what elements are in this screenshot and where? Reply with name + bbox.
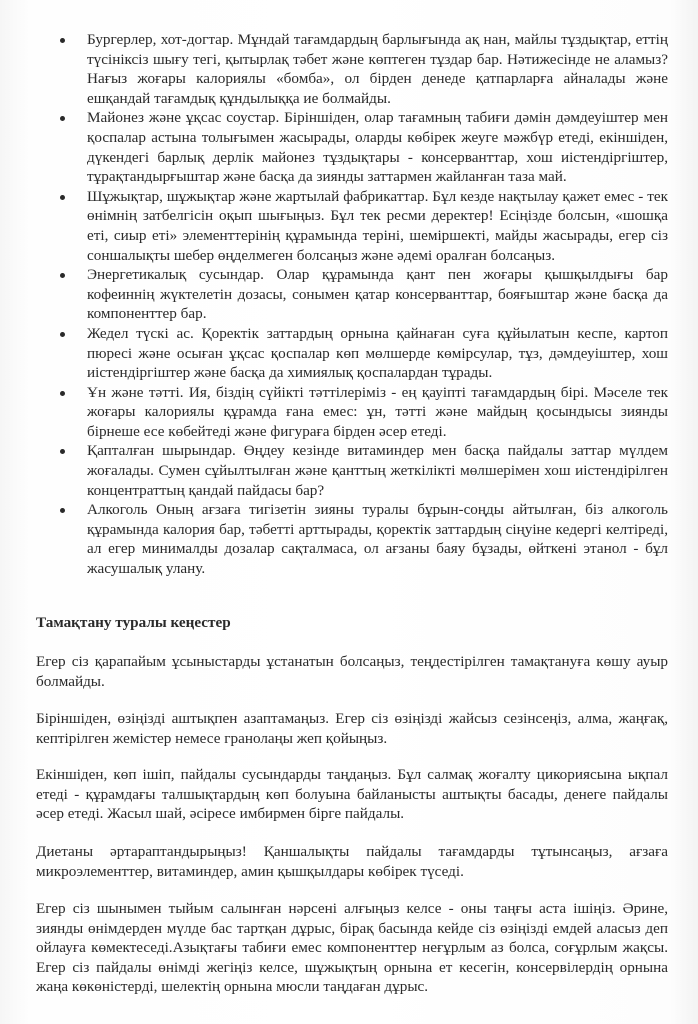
list-item-text: Жедел түскі ас. Қоректік заттардың орнына қайнаған суға құйылатын кеспе, картоп пюресі және осыған ұқсас қоспалар көп мөлшерде көмірсулар, тұз, дәмдеуіштер, хош иістендіргіштер және басқа да химиялық қоспалардан тұрады. [87, 324, 668, 382]
list-item [60, 30, 668, 108]
section-heading: Тамақтану туралы кеңестер [36, 614, 231, 631]
paragraph-intro: Егер сіз қарапайым ұсыныстарды ұстанатын болсаңыз, теңдестірілген тамақтануға көшу ауыр болмайды. [36, 653, 668, 690]
list-item-text: Майонез және ұқсас соустар. Біріншіден, олар тағамның табиғи дәмін дәмдеуіштер мен қоспалар астына толығымен жасырады, оларды көбірек жеуге мәжбүр етеді, екіншіден, дүкендегі барлық дерлік майонез тұздықтары - консерванттар, хош иістендіргіштер, тұрақтандырғыштар және басқа да зиянды заттармен жайланған таза май. [87, 109, 668, 186]
list-item [60, 500, 668, 578]
bullet-icon [60, 508, 65, 513]
harmful-foods-list [60, 30, 668, 579]
bullet-icon [60, 273, 65, 278]
list-item [60, 441, 668, 500]
paragraph-forbidden-food: Егер сіз шынымен тыйым салынған нәрсені алғыңыз келсе - оны таңғы аста ішіңіз. Әрине, зиянды өнімдерден мүлде бас тартқан дұрыс, бірақ басында кейде сіз өзіңізді емдей аласыз деп ойлауға көмектеседі.Азықтағы табиғи емес компоненттер неғұрлым аз болса, соғұрлым жақсы. Егер сіз пайдалы өнімді жегіңіз келсе, шұжықтың орнына ет кесегін, консервілердің орнына жаңа көкөністерді, шелектің орнына мюсли таңдаған дұрыс. [36, 900, 668, 996]
bullet-icon [60, 391, 65, 396]
list-item [60, 324, 668, 383]
bullet-icon [60, 38, 65, 43]
list-item-text: Бургерлер, хот-догтар. Мұндай тағамдардың барлығында ақ нан, майлы тұздықтар, еттің түсініксіз шығу тегі, қытырлақ тәбет және көптеген тұздар бар. Нәтижесінде не аламыз? Нағыз жоғары калориялы «бомба», ол бірден денеде қатпарларға айналады және ешқандай тағамдық құндылыққа ие болмайды. [87, 31, 668, 107]
paragraph-second-tip: Екіншіден, көп ішіп, пайдалы сусындарды таңдаңыз. Бұл салмақ жоғалту цикориясына ықпал етеді - құрамдағы талшықтардың көп болуына байланысты аштықты басады, денеге пайдалы әсер етеді. Жасыл шай, әсіресе имбирмен бірге пайдалы. [36, 766, 668, 823]
list-item-text: Ұн және тәтті. Ия, біздің сүйікті тәттілеріміз - ең қауіпті тағамдардың бірі. Мәселе тек жоғары калориялы құрамда ғана емес: ұн, тәтті және майдың қосындысы зиянды бірнеше есе көбейтеді және фигураға бірден әсер етеді. [87, 383, 668, 440]
list-item [60, 383, 668, 442]
bullet-icon [60, 116, 65, 121]
list-item [60, 187, 668, 265]
list-item-text: Алкоголь Оның ағзаға тигізетін зияны туралы бұрын-соңды айтылған, біз алкоголь құрамында калория бар, тәбетті арттырады, қоректік заттардың сіңуіне кедергі келтіреді, ал егер минималды дозалар сақталмаса, ол ағзаны баяу бұзады, өйткені этанол - бұл жасушалық улану. [87, 501, 668, 578]
list-item [60, 108, 668, 186]
list-item-text: Қапталған шырындар. Өңдеу кезінде витаминдер мен басқа пайдалы заттар мүлдем жоғалады. Сумен сұйылтылған және қанттың жеткілікті мөлшерімен хош иістендірілген концентраттың қандай пайдасы бар? [87, 442, 668, 499]
bullet-icon [60, 332, 65, 337]
bullet-icon [60, 449, 65, 454]
list-item-text: Шұжықтар, шұжықтар және жартылай фабрикаттар. Бұл кезде нақтылау қажет емес - тек өнімнің затбелгісін оқып шығыңыз. Бұл тек ресми деректер! Есіңізде болсын, «шошқа еті, сиыр еті» элементтерінің құрамында теріні, шеміршекті, майды жасырады, егер сіз соншалықты шебер өңделмеген болсаңыз және әдемі оралған болсаңыз. [87, 187, 668, 264]
list-item-text: Энергетикалық сусындар. Олар құрамында қант пен жоғары қышқылдығы бар кофеиннің жүктелетін дозасы, сонымен қатар консерванттар, бояғыштар және басқа да компоненттер бар. [87, 266, 668, 323]
paragraph-diversify-diet: Диетаны әртараптандырыңыз! Қаншалықты пайдалы тағамдарды тұтынсаңыз, ағзаға микроэлементтер, витаминдер, амин қышқылдары көбірек түседі. [36, 843, 668, 880]
list-item [60, 265, 668, 324]
paragraph-first-tip: Біріншіден, өзіңізді аштықпен азаптамаңыз. Егер сіз өзіңізді жайсыз сезінсеңіз, алма, жаңғақ, кептірілген жемістер немесе гранолаңы жеп қойыңыз. [36, 710, 668, 747]
bullet-icon [60, 195, 65, 200]
